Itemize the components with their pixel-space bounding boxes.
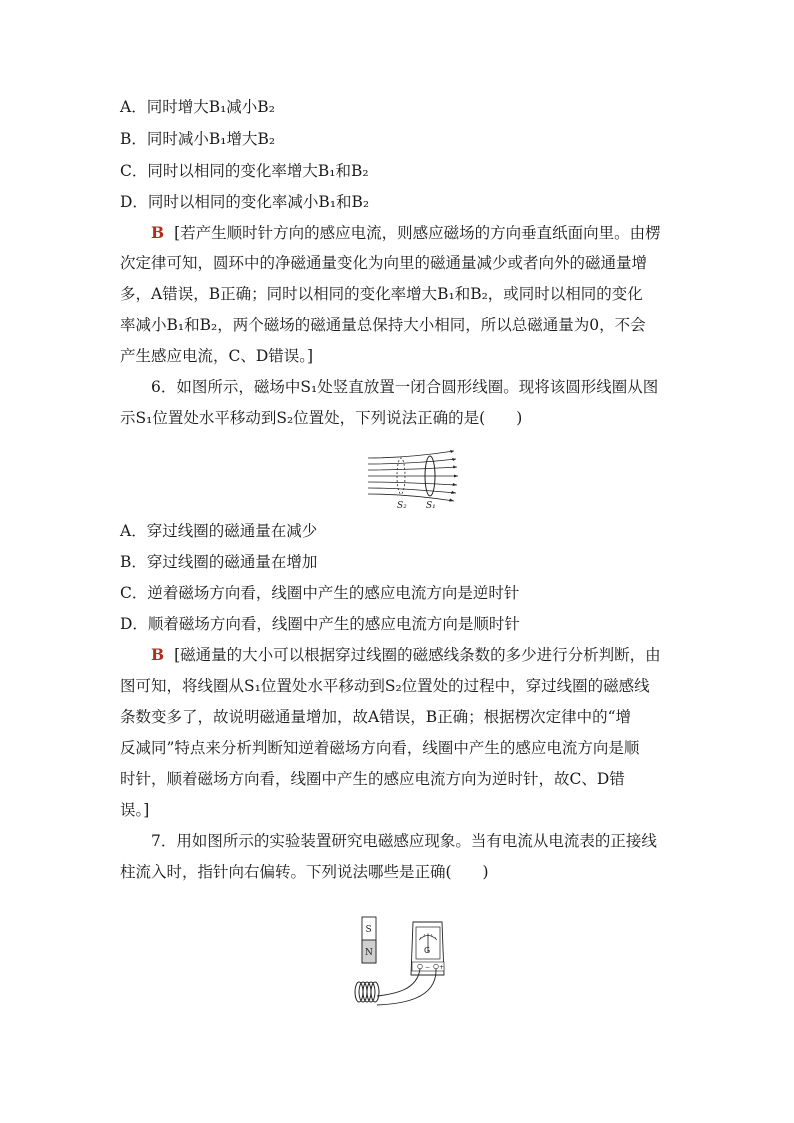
magnet-s-label: S <box>365 925 372 935</box>
q6-explanation-line: 误。] <box>120 801 150 819</box>
solenoid-coil <box>355 982 379 1002</box>
bar-magnet <box>362 917 376 963</box>
q6-option-a: A．穿过线圈的磁通量在减少 <box>120 522 318 540</box>
meter-g-label: G <box>424 946 431 955</box>
q5-explanation-line: 率减小B₁和B₂，两个磁场的磁通量总保持大小相同，所以总磁通量为0，不会 <box>120 316 646 334</box>
q7-apparatus-diagram <box>345 912 450 1012</box>
q6-option-c: C．逆着磁场方向看，线圈中产生的感应电流方向是逆时针 <box>120 584 520 602</box>
q5-explanation-line: 次定律可知，圆环中的净磁通量变化为向里的磁通量减少或者向外的磁通量增 <box>120 254 648 272</box>
positive-terminal <box>434 964 439 969</box>
q6-answer-label: B <box>151 645 165 664</box>
q6-explanation-line: B [磁通量的大小可以根据穿过线圈的磁感线条数的多少进行分析判断，由 <box>151 645 661 664</box>
q5-explanation-line: 多，A错误，B正确；同时以相同的变化率增大B₁和B₂，或同时以相同的变化 <box>120 285 643 303</box>
label-s1: S₁ <box>426 501 436 511</box>
q6-stem-line: 示S₁位置处水平移动到S₂位置处，下列说法正确的是( ) <box>120 409 523 427</box>
q5-answer-label: B <box>151 223 165 242</box>
q5-option-a: A．同时增大B₁减小B₂ <box>120 98 275 116</box>
q7-stem-line: 7．用如图所示的实验装置研究电磁感应现象。当有电流从电流表的正接线 <box>151 832 657 850</box>
q5-option-c: C．同时以相同的变化率增大B₁和B₂ <box>120 162 369 180</box>
meter-plus-label: + <box>439 964 445 971</box>
q6-explanation-line: 时针，顺着磁场方向看，线圈中产生的感应电流方向为逆时针，故C、D错 <box>120 770 625 788</box>
q5-option-d: D．同时以相同的变化率减小B₁和B₂ <box>120 193 370 211</box>
q6-field-diagram <box>366 450 466 512</box>
magnet-n-label: N <box>365 948 373 958</box>
negative-terminal <box>418 964 423 969</box>
q6-option-b: B．穿过线圈的磁通量在增加 <box>120 553 318 571</box>
q6-explanation-line: 反减同”特点来分析判断知逆着磁场方向看，线圈中产生的感应电流方向是顺 <box>120 739 640 757</box>
q6-option-d: D．顺着磁场方向看，线圈中产生的感应电流方向是顺时针 <box>120 615 520 633</box>
q6-explanation-line: 条数变多了，故说明磁通量增加，故A错误，B正确；根据楞次定律中的“增 <box>120 708 632 726</box>
q5-explanation-line: 产生感应电流，C、D错误。] <box>120 347 314 365</box>
field-lines <box>368 451 458 501</box>
q6-explanation-line: 图可知，将线圈从S₁位置处水平移动到S₂位置处的过程中，穿过线圈的磁感线 <box>120 677 650 695</box>
q6-stem-line: 6．如图所示，磁场中S₁处竖直放置一闭合圆形线圈。现将该圆形线圈从图 <box>151 378 659 396</box>
meter-minus-label: − <box>425 964 431 971</box>
q5-explanation-line: B [若产生顺时针方向的感应电流，则感应磁场的方向垂直纸面向里。由楞 <box>151 223 661 242</box>
q7-stem-line: 柱流入时，指针向右偏转。下列说法哪些是正确( ) <box>120 863 489 881</box>
q5-option-b: B．同时减小B₁增大B₂ <box>120 130 276 148</box>
galvanometer <box>411 922 444 975</box>
label-s2: S₂ <box>397 501 407 511</box>
